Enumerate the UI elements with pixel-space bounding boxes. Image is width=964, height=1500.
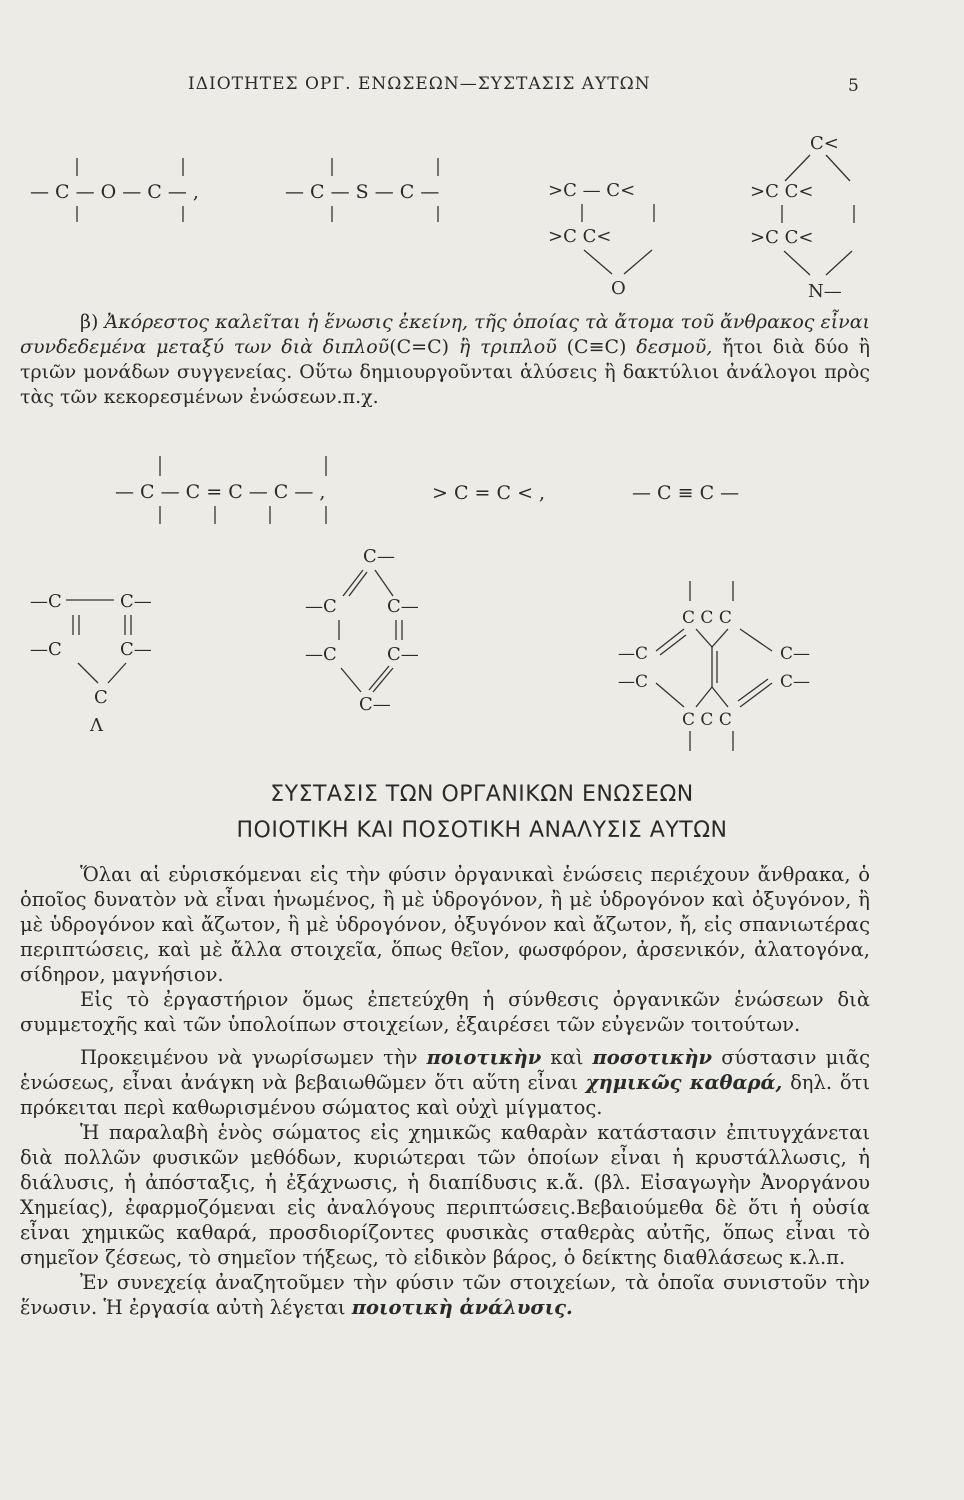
page-number: 5 [848,76,859,96]
p3-qualitative: ποιοτικὴν [426,1046,542,1069]
section-heading-2: ΠΟΙΟΤΙΚΗ ΚΑΙ ΠΟΣΟΤΙΚΗ ΑΝΑΛΥΣΙΣ ΑΥΤΩΝ [236,818,728,843]
svg-text:—: — [377,546,395,567]
p5-qualitative-analysis: ποιοτικὴ ἀνάλυσις. [351,1296,573,1319]
beta-triple-bond: (C≡C) [566,336,627,358]
chain-text: — C — C = C — C — , [115,481,326,503]
svg-text:—C: —C [30,591,62,612]
p3-g: δηλ. ὅτι πρόκειται περὶ καθωρισμένου σώματος καὶ οὐχὶ μίγματος. [20,1071,870,1119]
beta-line3: ἤτοι διὰ δύο ἢ τριῶν μονάδων συγγενείας. Οὕτω δημιουργοῦνται [20,336,870,383]
beta-line2: ἄνθρακος εἶναι συνδεδεμένα μεταξύ των διὰ διπλοῦ [20,311,870,358]
body-p3 [20,1045,870,1120]
beta-line4: ἁλύσεις ἢ δακτύλιοι ἀνάλογοι πρὸς τὰς τῶν κεκορεσμένων ἐνώσεων.π.χ. [20,361,870,408]
p3-chemically-pure: χημικῶς καθαρά, [585,1071,783,1094]
formula-chain [115,450,375,540]
ring-n-mid: >C C< [750,227,814,248]
ring-o-bottom: O [611,278,626,299]
ring-n-bottom: N— [808,281,842,302]
p5-a: Ἐν συνεχείᾳ ἀναζητοῦμεν τὴν φύσιν τῶν στοιχείων, τὰ ὁποῖα συνιστοῦν τὴν ἕνωσιν. Ἡ ἐργασία αὐτὴ λέγεται [20,1271,870,1319]
ring-n-top: C< [810,133,839,154]
body-text [20,862,870,1320]
beta-bond-word: δεσμοῦ, [636,336,713,358]
svg-text:—C: —C [618,644,649,664]
body-p2: Εἰς τὸ ἐργαστήριον ὅμως ἐπετεύχθη ἡ σύνθεσις ὀργανικῶν ἑνώσεων διὰ συμμετοχῆς καὶ τῶν ὑπολοίπων στοιχείων, ἐξαιρέσει τῶν εὐγενῶν τοιτούτων. [20,988,870,1036]
ring-o-mid: >C C< [548,226,612,247]
ring-n-upper: >C C< [750,181,814,202]
p3-e: σύστασιν μιᾶς ἑνώσεως, εἶναι ἀνάγκη νὰ βεβαιωθῶμεν ὅτι αὕτη εἶναι [20,1046,871,1094]
svg-text:—C: —C [618,672,649,692]
six-ring-top: C [363,546,377,567]
alkene-formula: > C = C < , [432,482,546,504]
ether-text: — C — O — C — , [30,181,199,203]
beta-label: β) [80,311,99,333]
p3-a: Προκειμένου νὰ γνωρίσωμεν τὴν [80,1046,418,1069]
svg-text:Λ: Λ [90,715,103,736]
svg-text:C—: C— [387,644,419,665]
svg-text:C—: C— [780,672,811,692]
svg-text:—C: —C [305,596,337,617]
formula-ring-oxygen [540,170,710,310]
svg-text:C—: C— [359,694,391,715]
formula-five-ring [30,585,200,745]
beta-double-bond: (C=C) [389,336,450,358]
svg-text:C—: C— [387,596,419,617]
body-p1: Ὅλαι αἱ εὑρισκόμεναι εἰς τὴν φύσιν ὀργανικαὶ ἑνώσεις περιέχουν ἄνθρακα, ὁ ὁποῖος δυνατὸν νὰ εἶναι ἡνωμένος, ἢ μὲ ὑδρογόνον, ἢ μὲ ὑδρογόνον καὶ ὀξυγόνον, ἢ μὲ ὑδρογόνον καὶ ἄζωτον, ἢ μὲ ὑδρογόνον, ὀξυγόνον καὶ ἄζωτον, ἤ, εἰς σπανιωτέρας περιπτώσεις, καὶ μὲ ἄλλα στοιχεῖα, ὅπως θεῖον, φωσφόρον, ἀρσενικόν, ἀλατογόνα, σίδηρον, μαγνήσιον. [20,863,870,986]
formula-ring-nitrogen [740,125,920,310]
thioether-text: — C — S — C — [285,181,440,203]
formula-ether [30,150,240,240]
five-ring-apex: C [94,687,108,708]
p3-quantitative: ποσοτικὴν [592,1046,713,1069]
beta-triple-word: ἢ τριπλοῦ [458,336,557,358]
body-p4: Ἡ παραλαβὴ ἑνὸς σώματος εἰς χημικῶς καθαρὰν κατάστασιν ἐπιτυγχάνεται διὰ πολλῶν φυσικῶν μεθόδων, κυριώτεραι τῶν ὁποίων εἶναι ἡ κρυστάλλωσις, ἡ διάλυσις, ἡ ἀπόσταξις, ἡ ἐξάχνωσις, ἡ διαπίδυσις κ.ἄ. (βλ. Εἰσαγωγὴν Ἀνοργάνου Χημείας), ἐφαρμοζόμεναι εἰς ἀναλόγους περιπτώσεις.Βεβαιούμεθα δὲ ὅτι ἡ οὐσία εἶναι χημικῶς καθαρά, προσδιορίζοντες φυσικὰς σταθερὰς αὐτῆς, ὅπως εἶναι τὸ σημεῖον ζέσεως, τὸ σημεῖον τήξεως, τὸ εἰδικὸν βάρος, ὁ δείκτης διαθλάσεως κ.λ.π. [20,1121,870,1269]
svg-text:C—: C— [120,591,152,612]
alkyne-formula: — C ≡ C — [632,482,740,504]
beta-line1: Ἀκόρεστος καλεῖται ἡ ἕνωσις ἐκείνη, τῆς ὁποίας τὰ ἄτομα τοῦ [104,311,714,333]
svg-text:—C: —C [30,639,62,660]
naph-label: C [612,575,613,576]
ring-o-top: >C — C< [548,180,636,201]
svg-text:C—: C— [120,639,152,660]
svg-text:C—: C— [780,644,811,664]
svg-text:—C: —C [305,644,337,665]
body-p5 [20,1270,870,1320]
formula-thioether [285,150,495,240]
naph-bottom-row: C C C [682,710,732,730]
formula-naphthalene [612,575,822,755]
running-header: ΙΔΙΟΤΗΤΕΣ ΟΡΓ. ΕΝΩΣΕΩΝ—ΣΥΣΤΑΣΙΣ ΑΥΤΩΝ [188,74,651,94]
p3-c: καὶ [550,1046,584,1069]
naph-top-row: C C C [682,608,732,628]
paragraph-beta [20,310,870,410]
formula-six-ring [305,540,455,720]
section-heading-1: ΣΥΣΤΑΣΙΣ ΤΩΝ ΟΡΓΑΝΙΚΩΝ ΕΝΩΣΕΩΝ [270,782,694,807]
